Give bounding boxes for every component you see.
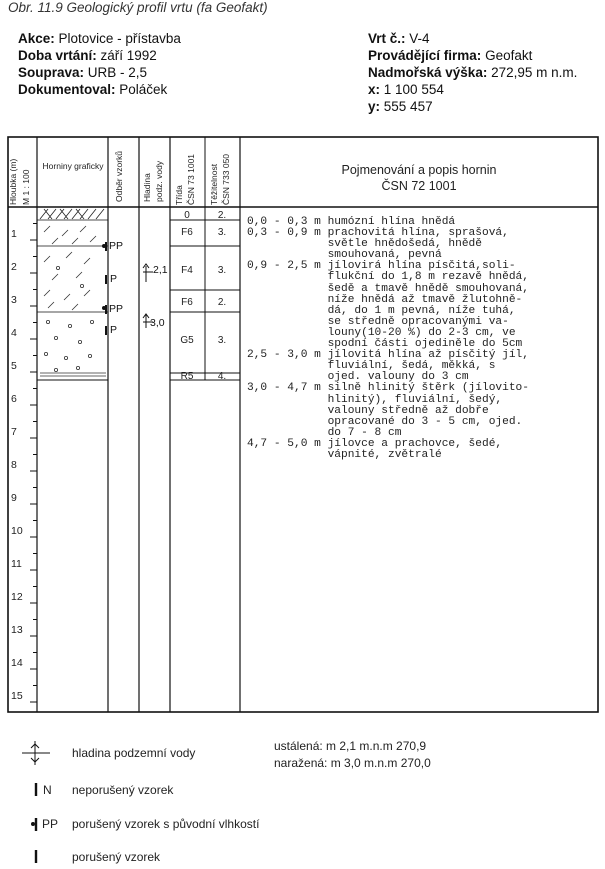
col-class-header-1: Třída <box>174 185 184 205</box>
depth-tick-label: 9 <box>11 492 17 504</box>
depth-tick-label: 5 <box>11 360 17 372</box>
gravel-pattern <box>44 266 93 371</box>
description-line: louny(10-20 %) do 2-3 cm, ve <box>247 326 516 339</box>
dig-cell: 4. <box>217 371 227 382</box>
header-elevation: Nadmořská výška: 272,95 m n.m. <box>368 65 578 80</box>
description-line: ojed. valouny do 3 cm <box>247 371 469 384</box>
legend-levels <box>274 738 431 772</box>
class-cell: F6 <box>181 227 193 238</box>
loam-pattern <box>44 226 96 310</box>
col-class-header-2: ČSN 73 1001 <box>186 153 196 205</box>
col-depth-header: Hloubka (m) <box>8 158 18 205</box>
sample-1: PP <box>109 240 124 252</box>
col-water-header-1: Hladina <box>142 173 152 202</box>
class-cell: G5 <box>180 335 194 346</box>
header-documented-by: Dokumentoval: Poláček <box>18 82 168 97</box>
legend-steady-level: ustálená: m 2,1 m.n.m 270,9 <box>274 739 427 753</box>
depth-tick-label: 10 <box>11 525 23 537</box>
header-action: Akce: Plotovice - přístavba <box>18 31 181 46</box>
legend-disturbed: porušený vzorek <box>72 850 161 864</box>
col-dig-header-1: Těžitelnost <box>209 163 219 205</box>
depth-tick-label: 1 <box>11 228 17 240</box>
water-level-hit: 3,0 <box>150 317 165 329</box>
description-line: 3,0 - 4,7 m silně hlinitý štěrk (jílovito- <box>247 382 529 395</box>
header-drill-date: Doba vrtání: září 1992 <box>18 48 157 63</box>
depth-tick-label: 8 <box>11 459 17 471</box>
col-water-header-2: podz. vody <box>154 160 164 202</box>
description-line: 2,5 - 3,0 m jílovitá hlína až písčitý jíl, <box>247 349 529 362</box>
dig-cell: 3. <box>217 265 227 276</box>
col-rock-header: Horniny graficky <box>42 161 104 171</box>
description-line: 0,3 - 0,9 m prachovitá hlína, sprašová, <box>247 227 509 240</box>
depth-tick-label: 15 <box>11 690 23 702</box>
description-line: 4,7 - 5,0 m jílovce a prachovce, šedé, <box>247 437 503 450</box>
legend-disturbed-moist: porušený vzorek s původní vlhkostí <box>72 817 260 831</box>
sample-3: PP <box>109 303 124 315</box>
header-company: Provádějící firma: Geofakt <box>368 48 533 63</box>
col-dig-header-2: ČSN 733 050 <box>221 153 231 205</box>
class-cell: F4 <box>181 265 193 276</box>
legend-undisturbed-code: N <box>43 783 52 797</box>
description-line: se středně opracovanými va- <box>247 315 509 328</box>
description-line: flukční do 1,8 m rezavě hnědá, <box>247 271 529 284</box>
header-rig: Souprava: URB - 2,5 <box>18 65 148 80</box>
depth-tick-label: 7 <box>11 426 17 438</box>
class-cell: 0 <box>184 210 190 221</box>
description-line: 0,0 - 0,3 m humózní hlína hnědá <box>247 216 456 228</box>
dig-cell: 3. <box>217 335 227 346</box>
depth-tick-label: 14 <box>11 657 23 669</box>
dig-cell: 3. <box>217 227 227 238</box>
description-line: smouhovaná, pevná <box>247 249 442 262</box>
header-y: y: 555 457 <box>368 99 433 114</box>
legend-symbols <box>22 741 50 863</box>
sample-2: P <box>110 273 118 285</box>
sample-4: P <box>110 324 118 336</box>
depth-tick-label: 11 <box>11 558 22 570</box>
col-sample-header: Odběr vzorků <box>114 150 124 202</box>
description-line: hlinitý), fluviální, šedý, <box>247 393 503 406</box>
description-line: valouny středně až dobře <box>247 404 489 417</box>
dig-cell: 2. <box>217 210 227 221</box>
description-line: světle hnědošedá, hnědě <box>247 238 482 251</box>
col-desc-title: Pojmenování a popis hornin <box>341 163 497 177</box>
col-desc-standard: ČSN 72 1001 <box>381 179 457 193</box>
col-depth-scale: M 1 : 100 <box>21 169 31 205</box>
depth-tick-label: 4 <box>11 327 17 339</box>
description-line: opracované do 3 - 5 cm, ojed. <box>247 415 523 428</box>
col-desc-header <box>240 162 598 194</box>
dig-cell: 2. <box>217 297 227 308</box>
description-block <box>247 217 529 461</box>
description-line: spodní části ojediněle do 5cm <box>247 338 523 351</box>
description-line: níže hnědá až tmavě žlutohně- <box>247 293 523 306</box>
water-level-steady: 2,1 <box>153 264 168 276</box>
class-cell: R5 <box>180 371 194 382</box>
depth-tick-label: 3 <box>11 294 17 306</box>
description-line: vápnité, zvětralé <box>247 448 442 461</box>
class-cell: F6 <box>181 297 193 308</box>
header-borehole-no: Vrt č.: V-4 <box>368 31 430 46</box>
legend-hit-level: naražená: m 3,0 m.n.m 270,0 <box>274 756 431 770</box>
header-x: x: 1 100 554 <box>368 82 444 97</box>
depth-scale <box>30 224 37 703</box>
figure-caption: Obr. 11.9 Geologický profil vrtu (fa Geofakt) <box>8 0 268 15</box>
description-line: šedě a tmavě hnědě smouhovaná, <box>247 282 529 295</box>
description-line: do 7 - 8 cm <box>247 426 402 439</box>
legend-disturbed-moist-code: PP <box>42 817 59 831</box>
depth-tick-label: 13 <box>11 624 23 636</box>
depth-tick-label: 6 <box>11 393 17 405</box>
description-line: fluviální, šedá, měkká, s <box>247 360 496 373</box>
description-line: 0,9 - 2,5 m jílovirá hlína písčitá,soli- <box>247 260 516 273</box>
topsoil-hatch <box>40 209 104 219</box>
legend-undisturbed: neporušený vzorek <box>72 783 174 797</box>
description-line: dá, do 1 m pevná, níže tuhá, <box>247 304 516 317</box>
depth-tick-label: 2 <box>11 261 17 273</box>
legend-water: hladina podzemní vody <box>72 746 196 760</box>
depth-tick-label: 12 <box>11 591 23 603</box>
